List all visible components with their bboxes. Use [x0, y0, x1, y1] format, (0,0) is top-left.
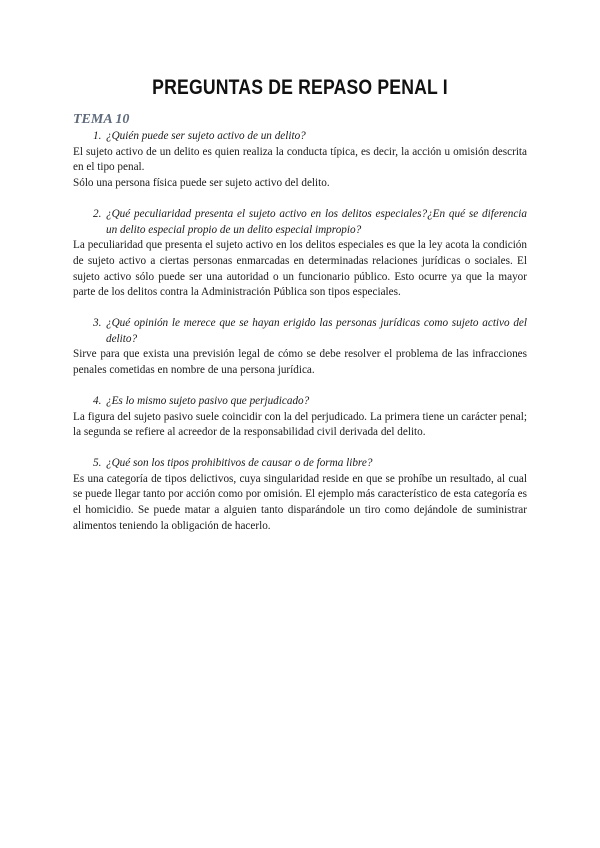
question-number: 5.	[93, 456, 102, 469]
answer-paragraph: El sujeto activo de un delito es quien realiza la conducta típica, es decir, la acción u omisión descrita en el tipo penal.	[73, 145, 527, 174]
page-title: PREGUNTAS DE REPASO PENAL I	[152, 76, 448, 99]
qa-block-2	[73, 207, 527, 301]
question-text: ¿Qué peculiaridad presenta el sujeto activo en los delitos especiales?¿En qué se diferencia un delito especial propio de un delito especial impropio?	[106, 207, 527, 236]
question-5	[73, 456, 527, 472]
question-3	[73, 316, 527, 347]
answer-paragraph: La figura del sujeto pasivo suele coincidir con la del perjudicado. La primera tiene un carácter penal; la segunda se refiere al acreedor de la responsabilidad civil derivada del delito.	[73, 410, 527, 439]
question-text: ¿Es lo mismo sujeto pasivo que perjudicado?	[106, 394, 310, 407]
qa-block-5	[73, 456, 527, 535]
question-number: 1.	[93, 130, 102, 142]
question-1	[73, 129, 527, 145]
answer-paragraph: La peculiaridad que presenta el sujeto activo en los delitos especiales es que la ley acota la condición de sujeto activo a ciertas personas enmarcadas en determinadas relaciones jurídicas o sociales. El sujeto activo sólo puede ser una autoridad o un funcionario público. Esto ocurre ya que la mayor parte de los delitos contra la Administración Pública son tipos especiales.	[73, 239, 527, 299]
answer-paragraph: Sirve para que exista una previsión legal de cómo se debe resolver el problema de las infracciones penales cometidas en nombre de una persona jurídica.	[73, 348, 527, 377]
question-text: ¿Qué son los tipos prohibitivos de causar o de forma libre?	[106, 456, 373, 469]
question-text: ¿Quién puede ser sujeto activo de un delito?	[106, 130, 306, 142]
document-body	[73, 111, 527, 534]
question-2	[73, 207, 527, 238]
question-number: 4.	[93, 394, 102, 407]
answer-paragraph: Es una categoría de tipos delictivos, cuya singularidad reside en que se prohíbe un resultado, al cual se puede llegar tanto por acción como por omisión. El ejemplo más característico de esta categoría es el homicidio. Se puede matar a alguien tanto disparándole un tiro como dejándole de suministrar alimentos teniendo la obligación de hacerlo.	[73, 472, 527, 532]
section-heading: TEMA 10	[73, 112, 130, 127]
question-text: ¿Qué opinión le merece que se hayan erigido las personas jurídicas como sujeto activo del delito?	[106, 317, 527, 345]
qa-block-1	[73, 129, 527, 192]
question-number: 2.	[93, 207, 102, 220]
question-4	[73, 394, 527, 410]
qa-block-3	[73, 316, 527, 379]
qa-block-4	[73, 394, 527, 441]
question-number: 3.	[93, 317, 102, 330]
answer-paragraph: Sólo una persona física puede ser sujeto activo del delito.	[73, 177, 330, 190]
